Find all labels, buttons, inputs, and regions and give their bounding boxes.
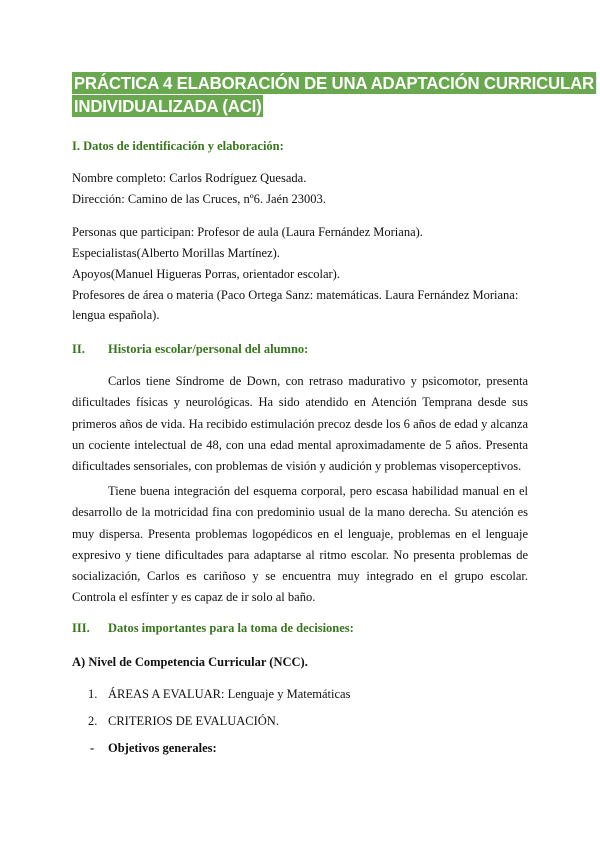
title-line-1: PRÁCTICA 4 ELABORACIÓN DE UNA ADAPTACIÓN CURRICULAR [73, 73, 594, 93]
section-2-number: II. [72, 342, 85, 356]
section-2-title: Historia escolar/personal del alumno: [108, 342, 309, 356]
list-item-number: 1. [88, 687, 98, 701]
document-title [72, 72, 594, 118]
section-2-paragraph-2: Tiene buena integración del esquema corporal, pero escasa habilidad manual en el desarrollo de la motricidad fina con predominio usual de la mano derecha. Su atención es muy dispersa. Presenta problemas logopédicos en el lenguaje, problemas en el lenguaje expresivo y tiene dificultades para adaptarse al ritmo escolar. No presenta problemas de socialización, Carlos es cariñoso y se encuentra muy integrado en el grupo escolar. Controla el esfínter y es capaz de ir solo al baño. [72, 484, 528, 605]
bullet-text: Objetivos generales: [108, 741, 217, 755]
bullet-dash: - [90, 741, 95, 755]
profesores-line-2: lengua española). [72, 308, 160, 322]
section-3-title: Datos importantes para la toma de decisiones: [108, 621, 354, 635]
list-item-text: ÁREAS A EVALUAR: Lenguaje y Matemáticas [108, 687, 351, 701]
especialistas-line: Especialistas(Alberto Morillas Martínez). [72, 246, 280, 260]
profesores-line-1: Profesores de área o materia (Paco Ortega Sanz: matemáticas. Laura Fernández Moriana: [72, 288, 519, 302]
direccion-line: Dirección: Camino de las Cruces, nº6. Jaén 23003. [72, 192, 326, 206]
personas-line: Personas que participan: Profesor de aula (Laura Fernández Moriana). [72, 225, 423, 239]
apoyos-line: Apoyos(Manuel Higueras Porras, orientador escolar). [72, 267, 340, 281]
section-1-heading: I. Datos de identificación y elaboración: [72, 139, 284, 153]
list-item-number: 2. [88, 714, 98, 728]
nombre-line: Nombre completo: Carlos Rodríguez Quesada. [72, 171, 307, 185]
list-item-text: CRITERIOS DE EVALUACIÓN. [108, 714, 279, 728]
ncc-subheading: A) Nivel de Competencia Curricular (NCC). [72, 655, 308, 669]
title-line-2: INDIVIDUALIZADA (ACI) [73, 96, 262, 116]
section-2-paragraph-1: Carlos tiene Síndrome de Down, con retraso madurativo y psicomotor, presenta dificultades físicas y neurológicas. Ha sido atendido en Atención Temprana desde sus primeros años de vida. Ha recibido estimulación precoz desde los 6 años de edad y alcanza un cociente intelectual de 48, con una edad mental aproximadamente de 5 años. Presenta dificultades sensoriales, con problemas de visión y audición y problemas visoperceptivos. [72, 374, 528, 474]
section-3-number: III. [72, 621, 90, 635]
